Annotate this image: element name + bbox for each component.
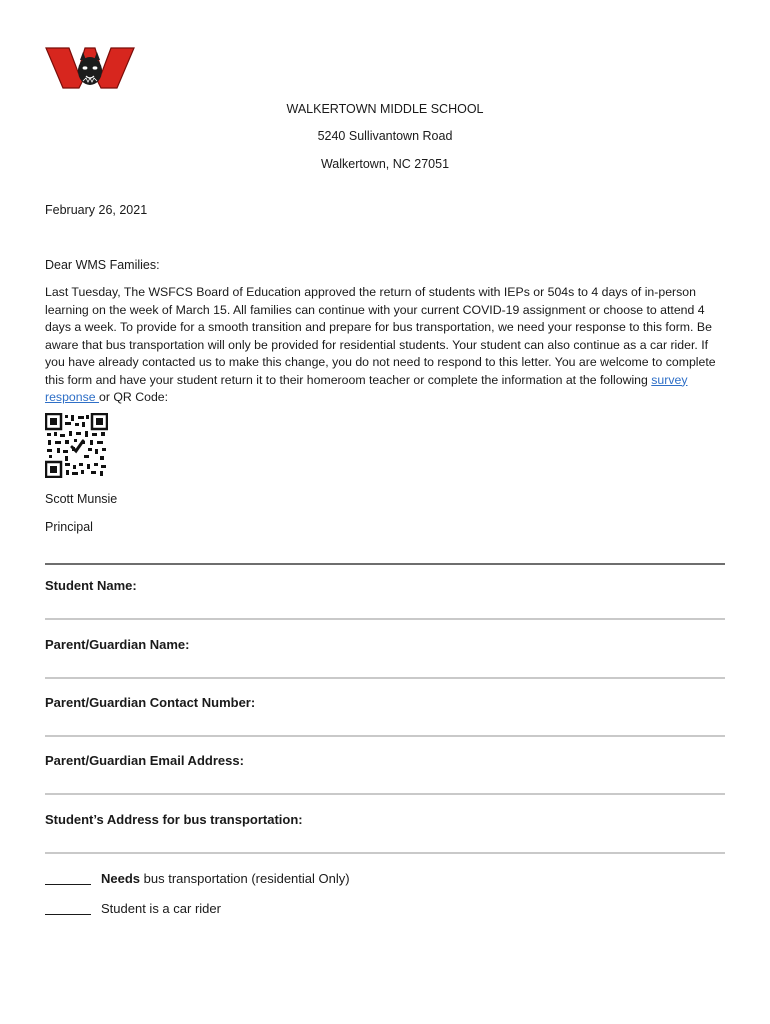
body-text-end: or QR Code: (99, 390, 169, 404)
bus-option-bold: Needs (101, 871, 141, 886)
car-rider-text: Student is a car rider (101, 901, 221, 916)
signer-title: Principal (45, 520, 93, 534)
survey-response-link[interactable]: survey response (45, 372, 688, 404)
school-name: WALKERTOWN MIDDLE SCHOOL (286, 102, 484, 116)
school-city: Walkertown, NC 27051 (320, 157, 450, 171)
signer-name: Scott Munsie (45, 492, 118, 506)
school-logo-icon (45, 46, 135, 90)
qr-code-icon[interactable] (45, 413, 108, 478)
bus-address-line[interactable] (45, 852, 725, 854)
student-name-label: Student Name: (45, 578, 137, 593)
contact-number-label: Parent/Guardian Contact Number: (45, 695, 256, 710)
body-text-main: Last Tuesday, The WSFCS Board of Education approved the return of students with IEPs or 504s to 4 days of in-person learning on the week of March 15. All families can continue with your current COVID-19 assignment or choose to attend 4 days a week. To provide for a smooth transition and prepare for bus transportation, we need your response to this form. Be aware that bus transportation will only be provided for residential students. Your student can also continue as a car rider. If you have already contacted us to make this change, you do not need to respond to this letter. You are welcome to complete this form and have your student return it to their homeroom teacher or complete the information at the following (45, 285, 716, 387)
email-address-line[interactable] (45, 793, 725, 795)
school-street: 5240 Sullivantown Road (317, 129, 453, 143)
bus-address-label: Student’s Address for bus transportation: (45, 812, 303, 827)
divider-top (45, 563, 725, 565)
letter-body (45, 284, 729, 407)
parent-name-label: Parent/Guardian Name: (45, 637, 190, 652)
email-address-label: Parent/Guardian Email Address: (45, 753, 244, 768)
bus-option-text: bus transportation (residential Only) (140, 871, 350, 886)
bus-option-blank[interactable] (45, 870, 91, 885)
salutation: Dear WMS Families: (45, 258, 160, 272)
contact-number-line[interactable] (45, 735, 725, 737)
car-rider-option (45, 900, 221, 916)
parent-name-line[interactable] (45, 677, 725, 679)
bus-option (45, 870, 350, 886)
letter-date: February 26, 2021 (45, 203, 148, 217)
car-rider-blank[interactable] (45, 900, 91, 915)
student-name-line[interactable] (45, 618, 725, 620)
